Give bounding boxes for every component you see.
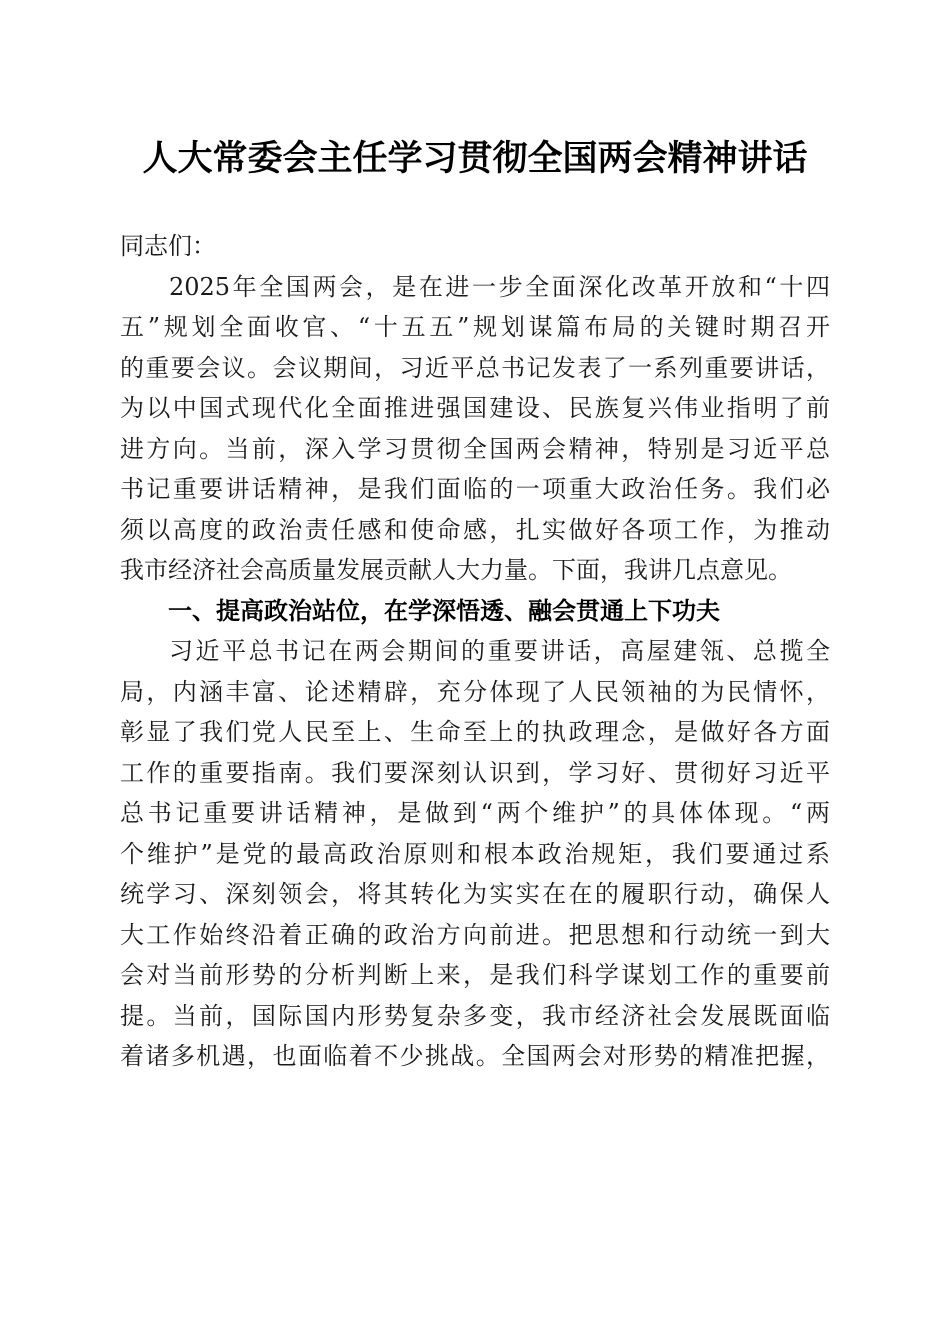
paragraph-2 bbox=[120, 631, 830, 1077]
text-line: 进方向。当前，深入学习贯彻全国两会精神，特别是习近平总 bbox=[120, 434, 830, 463]
paragraph-1 bbox=[120, 267, 830, 591]
text-line: 彰显了我们党人民至上、生命至上的执政理念，是做好各方面 bbox=[120, 718, 830, 746]
text-line: 为以中国式现代化全面推进强国建设、民族复兴伟业指明了前 bbox=[120, 394, 830, 422]
document-body bbox=[120, 226, 830, 1077]
text-line: 书记重要讲话精神，是我们面临的一项重大政治任务。我们必 bbox=[120, 475, 830, 503]
text-line: 须以高度的政治责任感和使命感，扎实做好各项工作，为推动 bbox=[120, 515, 830, 544]
text-line: 个维护”是党的最高政治原则和根本政治规矩，我们要通过系 bbox=[120, 839, 830, 868]
text-line: 提。当前，国际国内形势复杂多变，我市经济社会发展既面临 bbox=[120, 1001, 830, 1030]
text-line: 的重要会议。会议期间，习近平总书记发表了一系列重要讲话， bbox=[120, 353, 830, 382]
text-line: 会对当前形势的分析判断上来，是我们科学谋划工作的重要前 bbox=[120, 961, 830, 989]
text-line: 着诸多机遇，也面临着不少挑战。全国两会对形势的精准把握， bbox=[120, 1042, 830, 1070]
salutation: 同志们： bbox=[120, 232, 216, 260]
text-line: 大工作始终沿着正确的政治方向前进。把思想和行动统一到大 bbox=[120, 920, 830, 949]
page-title: 人大常委会主任学习贯彻全国两会精神讲话 bbox=[142, 138, 808, 179]
text-line: 统学习、深刻领会，将其转化为实实在在的履职行动，确保人 bbox=[120, 880, 830, 908]
text-line: 总书记重要讲话精神，是做到“两个维护”的具体体现。“两 bbox=[120, 799, 830, 827]
section-heading-1: 一、提高政治站位，在学深悟透、融会贯通上下功夫 bbox=[168, 596, 720, 625]
text-line: 习近平总书记在两会期间的重要讲话，高屋建瓴、总揽全 bbox=[169, 637, 830, 665]
text-line: 局，内涵丰富、论述精辟，充分体现了人民领袖的为民情怀， bbox=[120, 677, 830, 706]
text-line: 五”规划全面收官、“十五五”规划谋篇布局的关键时期召开 bbox=[120, 313, 830, 341]
text-line: 我市经济社会高质量发展贡献人大力量。下面，我讲几点意见。 bbox=[120, 556, 792, 584]
text-line: 工作的重要指南。我们要深刻认识到，学习好、贯彻好习近平 bbox=[120, 758, 830, 787]
text-line: 2025年全国两会，是在进一步全面深化改革开放和“十四 bbox=[169, 272, 830, 301]
